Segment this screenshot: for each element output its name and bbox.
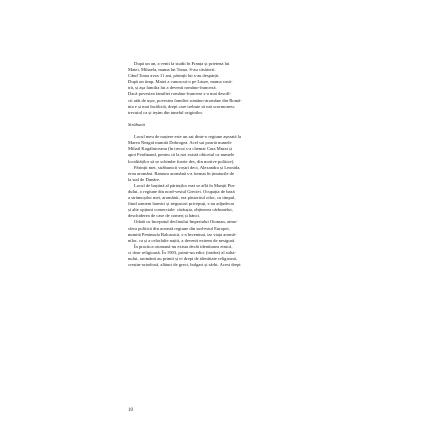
page-number: 10 bbox=[128, 408, 133, 413]
text-line: Marea Neagră numită Dobrogea. Acel sat poartă numele bbox=[128, 140, 232, 146]
text-line: Părinții mei, străbunicii voștri deci, Alexandra și Leonida, bbox=[134, 164, 241, 170]
text-line: apoi Ferdinand, pentru că la noi există obiceiul ca numele bbox=[128, 152, 235, 158]
body-text bbox=[128, 61, 318, 268]
text-line: numită Peninsula Balcanică, s-a înveninat, iar viața aromâ- bbox=[128, 231, 237, 237]
paragraph bbox=[128, 165, 318, 183]
text-line: Locul meu de naștere este un sat dintr-o regiune așezată la bbox=[134, 134, 242, 140]
text-line: la sud de Dunăre. bbox=[128, 176, 161, 182]
text-line: După un timp, Matei a cunoscut-o pe Laure, mama vasă- bbox=[128, 79, 233, 85]
paragraph bbox=[128, 61, 318, 116]
text-line: fiind oameni harnici și negustori pricepuți, s-au adjudecat bbox=[128, 201, 234, 207]
text-line: Odată cu începutul declinului Imperiului Otoman, atmo- bbox=[134, 219, 238, 225]
text-line: erau aromâni. Ramura aromână s-a format în ținuturile de bbox=[128, 170, 234, 176]
text-line: Când Toma avea 11 ani, părinții lui s-au despărțit. bbox=[128, 73, 220, 79]
text-line: sfera politică din această regiune din sud-estul Europei, bbox=[128, 225, 230, 231]
text-line: creștin-ortodoxă, alături de greci, bulgari și sârbi. Acest drept bbox=[128, 262, 241, 268]
text-line: Dacă povestea familiei româno-franceze s-a mai descâl- bbox=[128, 91, 232, 97]
text-line: tră, și așa familia lui a devenit româno-franceză. bbox=[128, 85, 217, 91]
text-line: dului, o regiune din nord-vestul Greciei. Ocupația de bază bbox=[128, 188, 235, 194]
text-line: deschiderea de case de comerț și bănci. bbox=[128, 213, 201, 219]
text-line: nului, aromânii au primit și ei drept de identitate religioasă, bbox=[128, 256, 238, 261]
text-line: cit atât de ușor, povestea familiei româno-aromâne din Romă- bbox=[128, 97, 242, 103]
text-line: ci doar religioasă. În 1903, printr-un edict (iradea) al sulta- bbox=[128, 249, 236, 255]
paragraph bbox=[128, 134, 318, 164]
text-line: Locul de baștină al părinților mei se află în Munții Pin- bbox=[134, 182, 236, 188]
text-line: localităților să se schimbe foarte des, din motive politice). bbox=[128, 158, 235, 164]
text-line: a strămoșilor mei, aromânii, era păstoritul oilor, cu timpul, bbox=[128, 195, 236, 201]
text-line: nilor, ca și a celorlalte națiii, a devenit extrem de nesigură. bbox=[128, 237, 236, 243]
text-line: trecutul ca și ieșim din tunelul originilor. bbox=[128, 109, 203, 115]
text-line: După un an, a venit la studii în Franța și prietena lui bbox=[134, 61, 230, 66]
paragraph bbox=[128, 244, 318, 268]
ancestors-section bbox=[128, 134, 318, 268]
text-line: și alte opțiuni comerciale: cărăușia, obținerea cărbunelui, bbox=[128, 207, 233, 213]
intro-section bbox=[128, 61, 318, 116]
paragraph bbox=[128, 219, 318, 243]
text-line: nia e și mai încâlcită, drept care trebuie să mă scormonesc bbox=[128, 103, 235, 109]
text-line: Mihail Kogălniceanu (în trecut s-a chemat Cara Murat și bbox=[128, 146, 233, 152]
paragraph bbox=[128, 183, 318, 220]
text-line: În practica otomană nu exista decât identitatea etnică, bbox=[134, 243, 233, 249]
section-heading: Străbunii bbox=[128, 121, 146, 127]
text-line: Matei, Mihaela, mama lui Toma. S-au căsătorit. bbox=[128, 67, 216, 73]
